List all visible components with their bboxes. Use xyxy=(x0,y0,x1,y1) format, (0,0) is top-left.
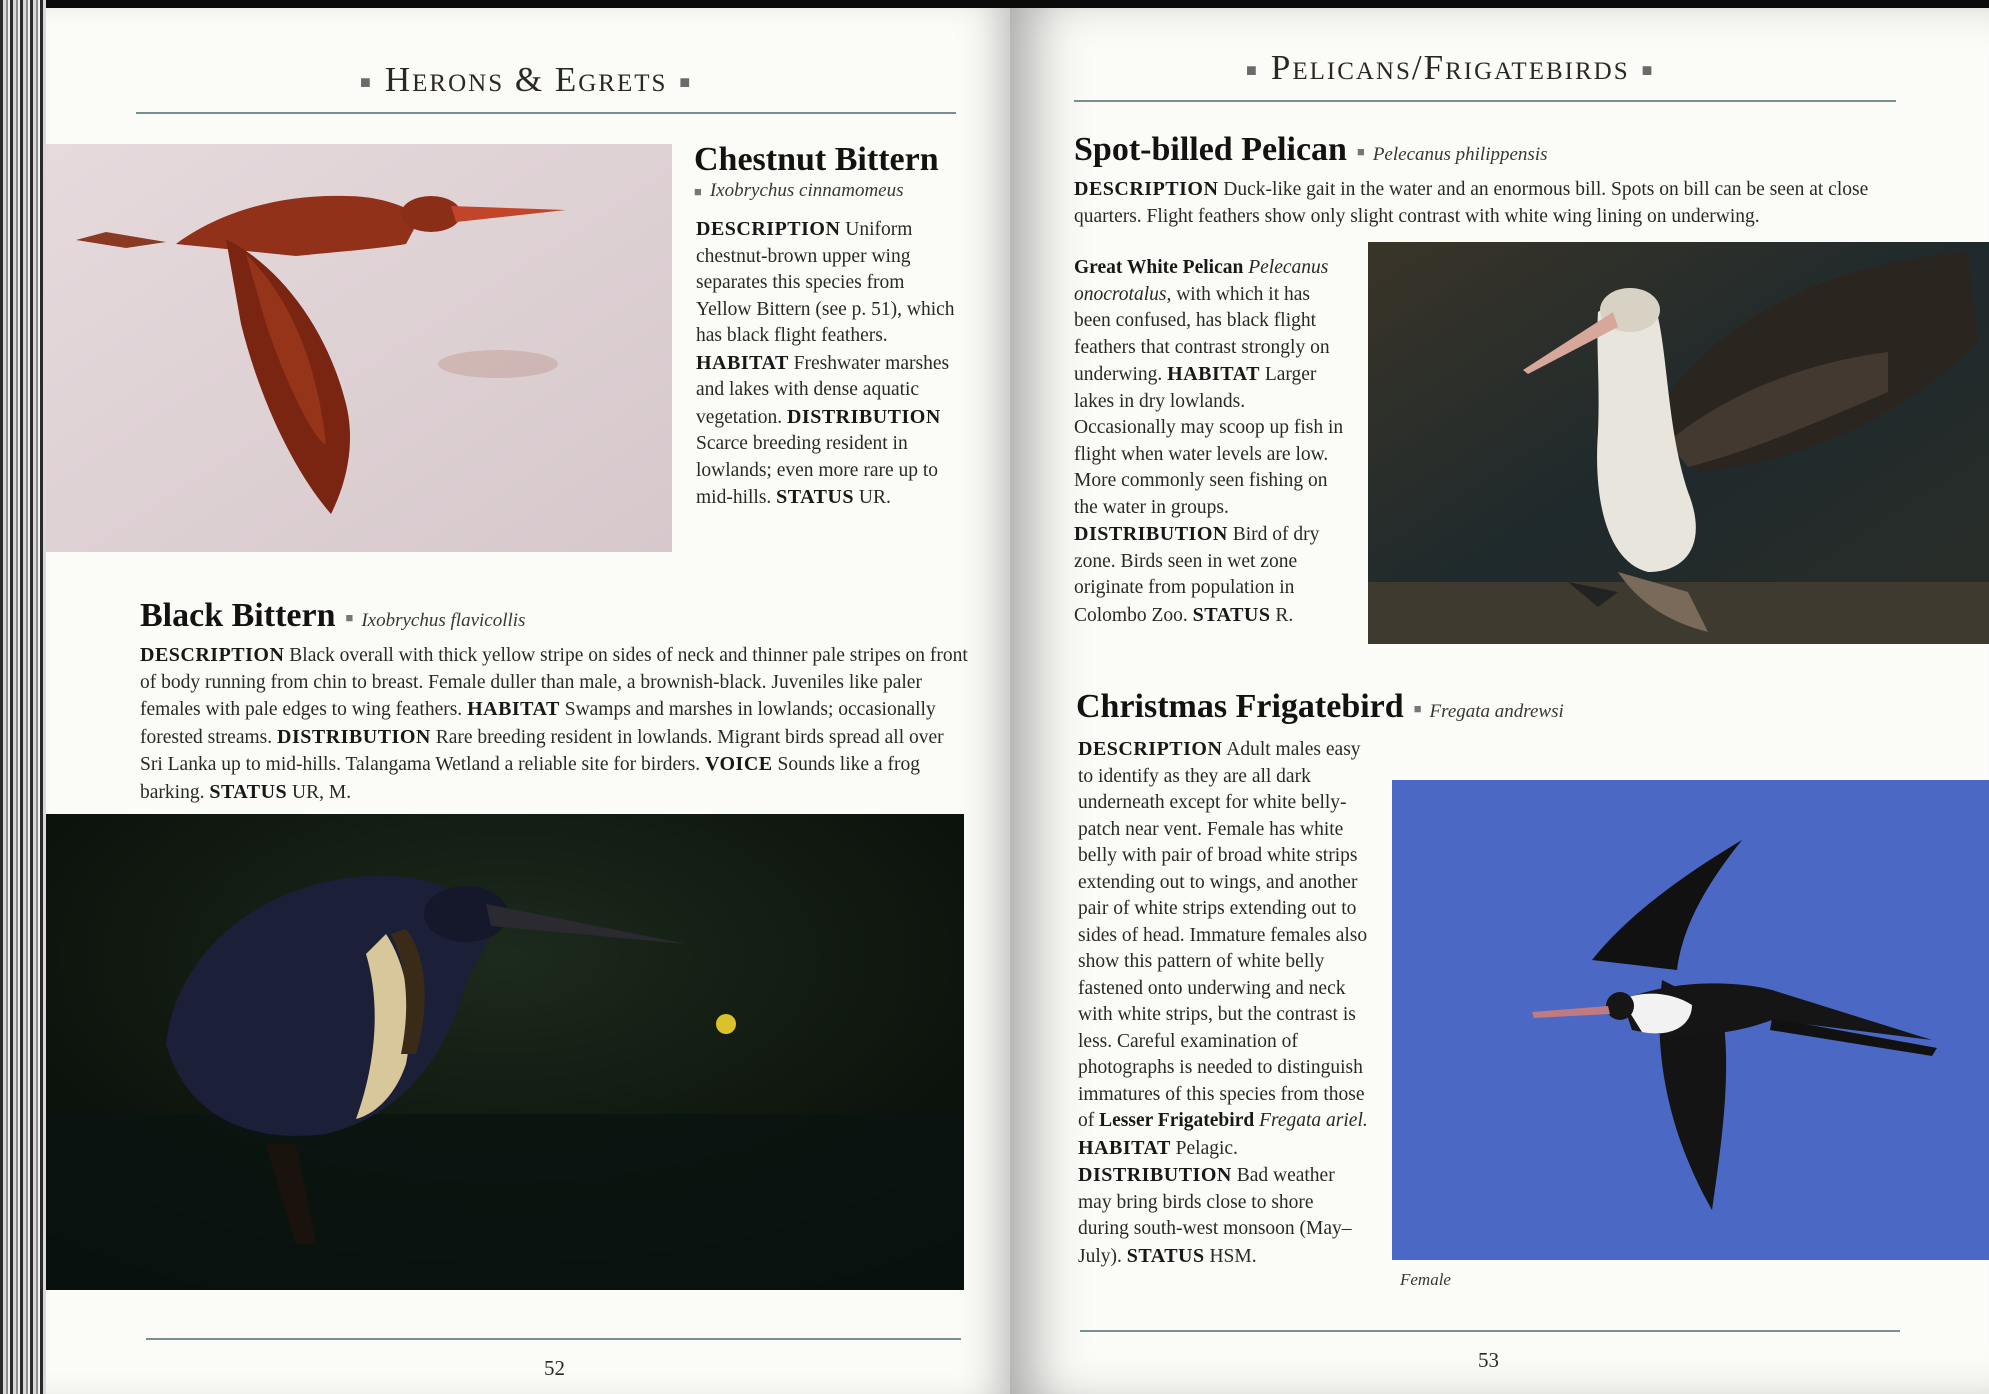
running-head-right: ■ Pelicans/Frigatebirds ■ xyxy=(1246,48,1655,87)
square-bullet-icon: ■ xyxy=(679,72,693,93)
running-head-left: ■ Herons & Egrets ■ xyxy=(360,60,693,99)
christmas-frigatebird-text: DESCRIPTION Adult males easy to identify as they are all dark underneath except for white belly-patch near vent. Female has white belly with pair of broad white strips extending out to wings, and another pair of white strips extending out to sides of head. Immature females also show this pattern of white belly fastened onto underwing and neck with white strips, but the contrast is less. Careful examination of photographs is needed to distinguish immatures of this species from those of Lesser Frigatebird Fregata ariel. HABITAT Pelagic. DISTRIBUTION Bad weather may bring birds close to shore during south-west monsoon (May–July). STATUS HSM. xyxy=(1078,738,1368,1267)
christmas-frigatebird-photo xyxy=(1392,780,1989,1260)
footer-rule xyxy=(1080,1330,1900,1332)
square-bullet-icon: ■ xyxy=(1356,144,1365,160)
left-page xyxy=(46,8,1010,1394)
footer-rule xyxy=(146,1338,961,1340)
header-rule xyxy=(1074,100,1896,102)
square-bullet-icon: ■ xyxy=(345,610,354,626)
spot-billed-pelican-text: Great White Pelican Pelecanus onocrotalus, with which it has been confused, has black flight feathers that contrast strongly on underwing. HABITAT Larger lakes in dry lowlands. Occasionally may scoop up fish in flight when water levels are low. More commonly seen fishing on the water in groups. DISTRIBUTION Bird of dry zone. Birds seen in wet zone originate from population in Colombo Zoo. STATUS R. xyxy=(1074,257,1344,626)
chestnut-bittern-photo xyxy=(46,144,672,552)
square-bullet-icon: ■ xyxy=(694,183,702,199)
square-bullet-icon: ■ xyxy=(1246,60,1259,81)
chestnut-bittern-scientific-line: ■ Ixobrychus cinnamomeus xyxy=(694,180,904,201)
photo-caption: Female xyxy=(1400,1270,1451,1289)
black-bittern-text: DESCRIPTION Black overall with thick yellow stripe on sides of neck and thinner pale stripes on front of body running from chin to breast. Female duller than male, a brownish-black. Juveniles like paler females with pale edges to wing feathers. HABITAT Swamps and marshes in lowlands; occasionally forested streams. DISTRIBUTION Rare breeding resident in lowlands. Migrant birds spread all over Sri Lanka up to mid-hills. Talangama Wetland a reliable site for birders. VOICE Sounds like a frog barking. STATUS UR, M. xyxy=(140,644,968,803)
black-bittern-title: Black Bittern ■ Ixobrychus flavicollis xyxy=(140,597,526,634)
square-bullet-icon: ■ xyxy=(1413,701,1422,717)
header-rule xyxy=(136,112,956,114)
page-number: 52 xyxy=(544,1356,565,1380)
chestnut-bittern-title: Chestnut Bittern xyxy=(694,141,939,178)
black-bittern-photo xyxy=(46,814,964,1290)
christmas-frigatebird-title: Christmas Frigatebird ■ Fregata andrewsi xyxy=(1076,688,1564,725)
right-page xyxy=(1010,8,1989,1394)
spot-billed-pelican-title: Spot-billed Pelican ■ Pelecanus philippensis xyxy=(1074,131,1548,168)
spot-billed-pelican-description: DESCRIPTION Duck-like gait in the water and an enormous bill. Spots on bill can be seen at close quarters. Flight feathers show only slight contrast with white wing lining on underwing. xyxy=(1074,178,1869,227)
book-page-edges xyxy=(0,0,46,1394)
square-bullet-icon: ■ xyxy=(360,72,373,93)
chestnut-bittern-text: DESCRIPTION Uniform chestnut-brown upper wing separates this species from Yellow Bittern (see p. 51), which has black flight feathers. HABITAT Freshwater marshes and lakes with dense aquatic vegetation. DISTRIBUTION Scarce breeding resident in lowlands; even more rare up to mid-hills. STATUS UR. xyxy=(696,218,955,508)
page-number: 53 xyxy=(1478,1348,1499,1372)
spot-billed-pelican-photo xyxy=(1368,242,1989,644)
square-bullet-icon: ■ xyxy=(1641,60,1655,81)
